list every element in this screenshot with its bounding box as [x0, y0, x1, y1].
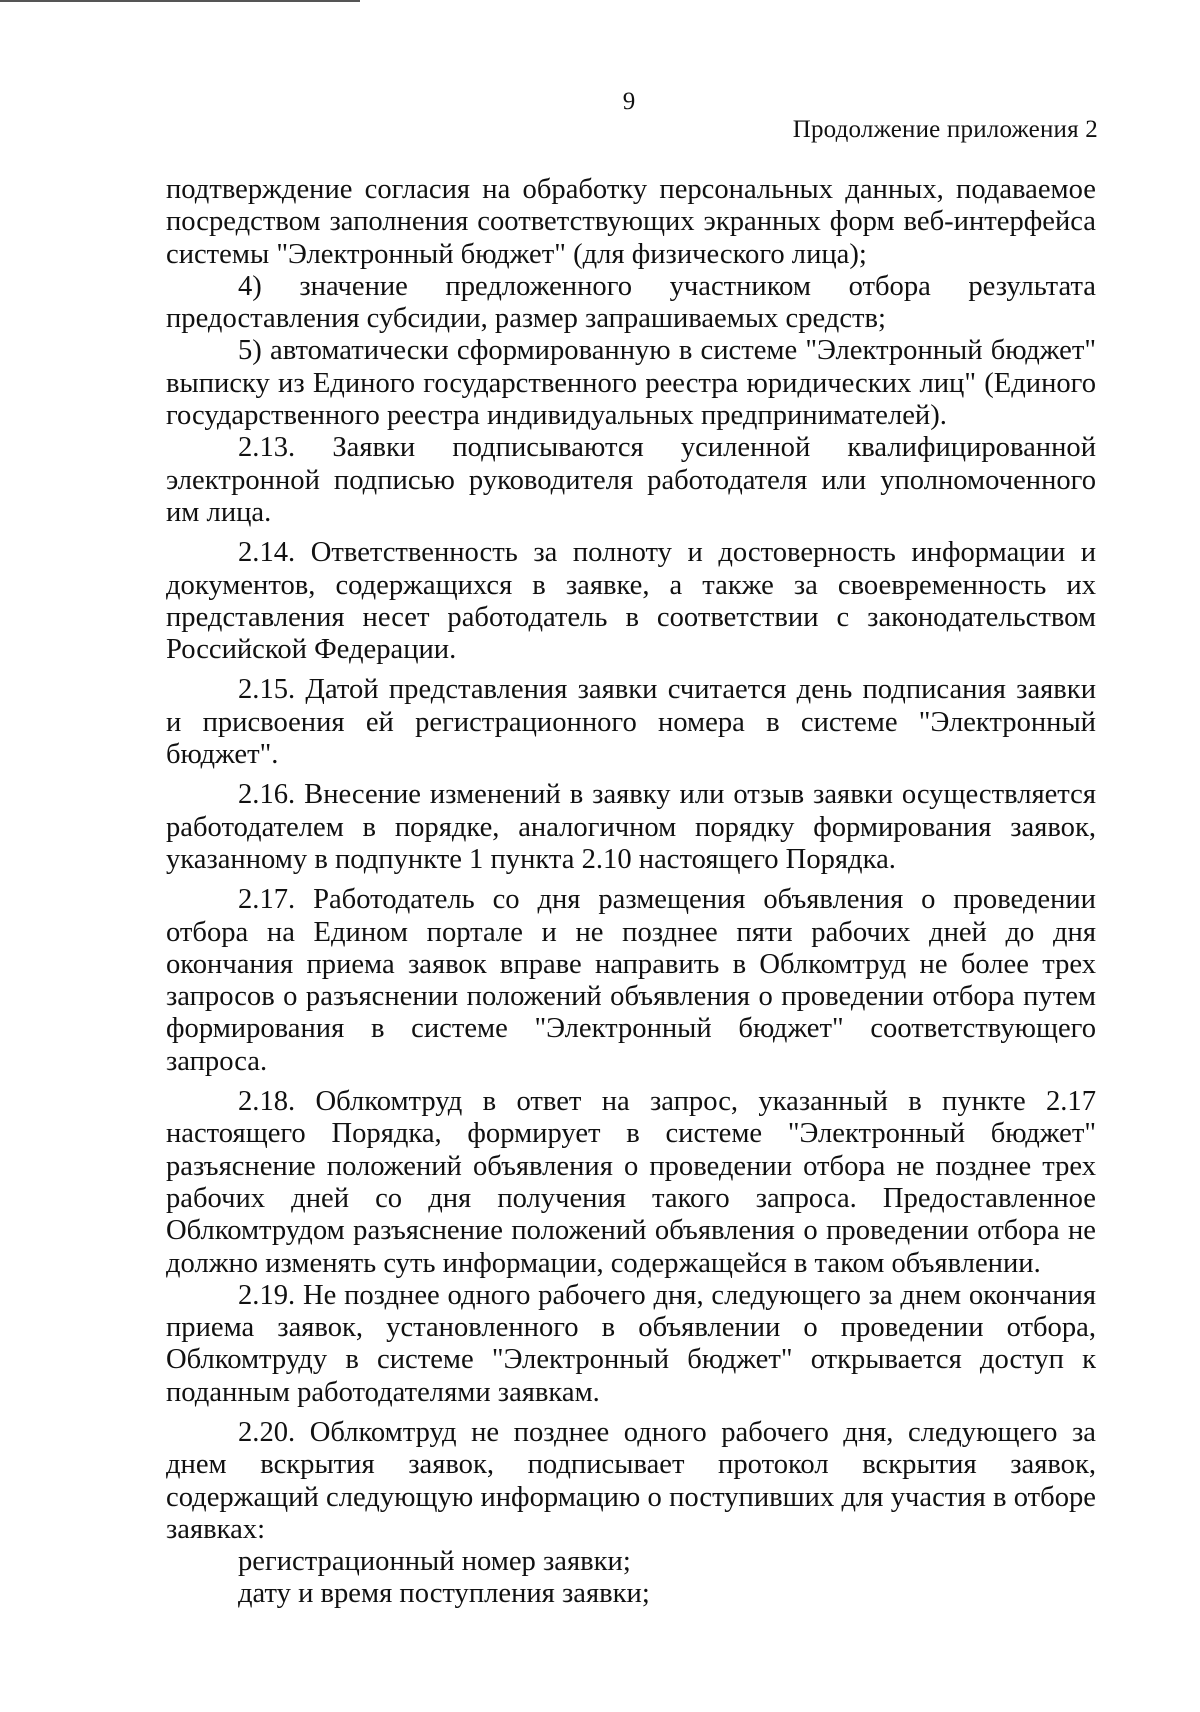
- paragraph-2-16: 2.16. Внесение изменений в заявку или отзыв заявки осуществляется работодателем в порядке, аналогичном порядку формирования заявок, указанному в подпункте 1 пункта 2.10 настоящего Порядка.: [166, 779, 1096, 875]
- paragraph-2-13: 2.13. Заявки подписываются усиленной квалифицированной электронной подписью руководителя работодателя или уполномоченного им лица.: [166, 432, 1096, 528]
- paragraph-item-4: 4) значение предложенного участником отбора результата предоставления субсидии, размер запрашиваемых средств;: [166, 270, 1096, 335]
- paragraph-2-15: 2.15. Датой представления заявки считается день подписания заявки и присвоения ей регистрационного номера в системе "Электронный бюджет".: [166, 674, 1096, 771]
- paragraph-item-5: 5) автоматически сформированную в системе "Электронный бюджет" выписку из Единого государственного реестра юридических лиц" (Единого государственного реестра индивидуальных предпринимателей).: [166, 335, 1096, 432]
- paragraph-2-18: 2.18. Облкомтруд в ответ на запрос, указанный в пункте 2.17 настоящего Порядка, формирует в системе "Электронный бюджет" разъяснение положений объявления о проведении отбора не позднее трех рабочих дней со дня получения такого запроса. Предоставленное Облкомтрудом разъяснение положений объявления о проведении отбора не должно изменять суть информации, содержащейся в таком объявлении.: [166, 1086, 1096, 1279]
- list-item-receipt-datetime: дату и время поступления заявки;: [238, 1578, 650, 1610]
- paragraph-consent: подтверждение согласия на обработку персональных данных, подаваемое посредством заполнения соответствующих экранных форм веб-интерфейса системы "Электронный бюджет" (для физического лица);: [166, 174, 1096, 270]
- paragraph-2-19: 2.19. Не позднее одного рабочего дня, следующего за днем окончания приема заявок, установленного в объявлении о проведении отбора, Облкомтруду в системе "Электронный бюджет" открывается доступ к поданным работодателями заявкам.: [166, 1279, 1096, 1408]
- list-item-registration-number: регистрационный номер заявки;: [238, 1546, 631, 1578]
- document-body: [166, 174, 1096, 1611]
- scan-edge-line: [0, 0, 360, 2]
- appendix-header: Продолжение приложения 2: [792, 116, 1098, 143]
- paragraph-2-20: 2.20. Облкомтруд не позднее одного рабочего дня, следующего за днем вскрытия заявок, подписывает протокол вскрытия заявок, содержащий следующую информацию о поступивших для участия в отборе заявках:: [166, 1416, 1096, 1545]
- paragraph-2-17: 2.17. Работодатель со дня размещения объявления о проведении отбора на Едином портале и не позднее пяти рабочих дней до дня окончания приема заявок вправе направить в Облкомтруд не более трех запросов о разъяснении положений объявления о проведении отбора путем формирования в системе "Электронный бюджет" соответствующего запроса.: [166, 884, 1096, 1077]
- page-number: 9: [622, 88, 636, 115]
- paragraph-2-14: 2.14. Ответственность за полноту и достоверность информации и документов, содержащихся в заявке, а также за своевременность их представления несет работодатель в соответствии с законодательством Российской Федерации.: [166, 537, 1096, 666]
